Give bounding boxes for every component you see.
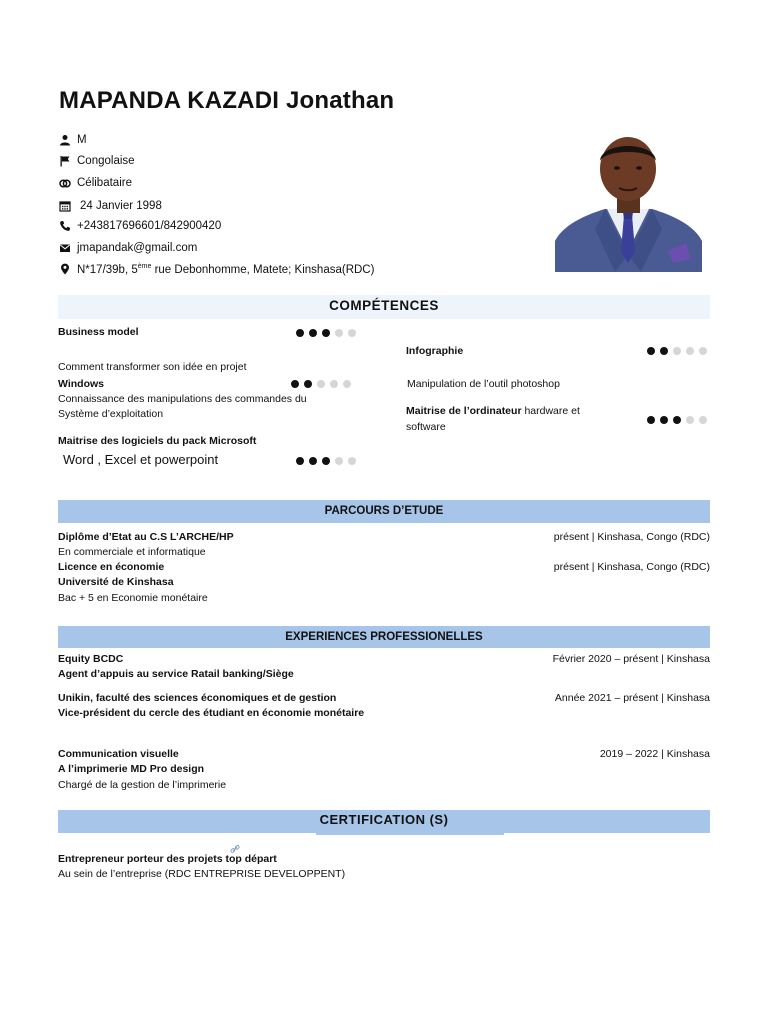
skill-business-level	[296, 329, 356, 337]
level-dot-empty	[343, 380, 351, 388]
skill-windows-desc-1: Connaissance des manipulations des commandes du	[58, 393, 307, 405]
exp-3-title: Communication visuelle	[58, 748, 179, 760]
exp-2-meta: Année 2021 – présent | Kinshasa	[554, 692, 710, 704]
level-dot-empty	[330, 380, 338, 388]
skill-infographie-title: Infographie	[406, 345, 464, 357]
skill-computer-level	[647, 416, 707, 424]
skill-infographie-level	[647, 347, 707, 355]
level-dot-empty	[335, 329, 343, 337]
level-dot-filled	[322, 457, 330, 465]
skill-windows-desc-2: Système d’exploitation	[58, 408, 164, 420]
status-value: Célibataire	[77, 177, 132, 189]
level-dot-empty	[699, 416, 707, 424]
competences-title: COMPÉTENCES	[58, 295, 710, 319]
skill-computer-title-2: software	[406, 421, 446, 433]
etude-2-title: Licence en économie	[58, 561, 165, 573]
level-dot-empty	[686, 347, 694, 355]
etude-1-meta: présent | Kinshasa, Congo (RDC)	[553, 531, 710, 543]
info-gender	[58, 131, 87, 149]
phone-icon	[58, 219, 72, 233]
exp-3-role: A l’imprimerie MD Pro design	[58, 763, 205, 775]
level-dot-filled	[322, 329, 330, 337]
exp-3-desc: Chargé de la gestion de l’imprimerie	[58, 779, 227, 791]
phone-value: +243817696601/842900420	[77, 220, 222, 232]
level-dot-empty	[335, 457, 343, 465]
cert-1-desc: Au sein de l’entreprise (RDC ENTREPRISE DEVELOPPENT)	[58, 868, 346, 880]
level-dot-empty	[686, 416, 694, 424]
address-value: N*17/39b, 5ème rue Debonhomme, Matete; Kinshasa(RDC)	[77, 262, 375, 276]
profile-photo	[555, 133, 702, 272]
mail-icon	[58, 241, 72, 255]
level-dot-empty	[673, 347, 681, 355]
location-pin-icon	[58, 262, 72, 276]
info-phone	[58, 217, 221, 235]
level-dot-filled	[660, 347, 668, 355]
person-icon	[58, 133, 72, 147]
exp-1-meta: Février 2020 – présent | Kinshasa	[552, 653, 710, 665]
candidate-name: MAPANDA KAZADI Jonathan	[59, 87, 395, 114]
level-dot-filled	[660, 416, 668, 424]
etude-2-meta: présent | Kinshasa, Congo (RDC)	[553, 561, 710, 573]
rings-icon	[58, 176, 72, 190]
skill-office-level	[296, 457, 356, 465]
exp-1-role: Agent d’appuis au service Ratail banking/Siège	[58, 668, 294, 680]
level-dot-filled	[647, 416, 655, 424]
level-dot-filled	[291, 380, 299, 388]
flag-icon	[58, 154, 72, 168]
skill-office-title: Maitrise des logiciels du pack Microsoft	[58, 435, 257, 447]
etude-2-school: Université de Kinshasa	[58, 576, 174, 588]
gender-value: M	[77, 134, 87, 146]
skill-windows-level	[291, 380, 351, 388]
info-address	[58, 260, 374, 278]
certification-title: CERTIFICATION (S)	[58, 810, 710, 833]
info-email	[58, 239, 197, 257]
level-dot-filled	[647, 347, 655, 355]
certification-underline	[316, 833, 504, 835]
level-dot-filled	[673, 416, 681, 424]
etude-title: PARCOURS D’ETUDE	[58, 500, 710, 523]
skill-computer-title: Maitrise de l’ordinateur hardware et	[406, 405, 580, 417]
info-birthdate	[58, 197, 162, 215]
skill-windows-title: Windows	[58, 378, 104, 390]
calendar-icon	[58, 199, 72, 213]
level-dot-filled	[309, 457, 317, 465]
level-dot-empty	[348, 329, 356, 337]
exp-1-title: Equity BCDC	[58, 653, 124, 665]
etude-2-desc: Bac + 5 en Economie monétaire	[58, 592, 208, 604]
link-icon	[230, 841, 240, 851]
exp-3-meta: 2019 – 2022 | Kinshasa	[599, 748, 710, 760]
skill-business-desc: Comment transformer son idée en projet	[58, 361, 247, 373]
skill-business-title: Business model	[58, 326, 139, 338]
info-nationality	[58, 152, 135, 170]
level-dot-filled	[296, 329, 304, 337]
exp-2-title: Unikin, faculté des sciences économiques et de gestion	[58, 692, 337, 704]
level-dot-empty	[699, 347, 707, 355]
info-status	[58, 174, 132, 192]
level-dot-filled	[304, 380, 312, 388]
birthdate-value: 24 Janvier 1998	[80, 200, 162, 212]
nationality-value: Congolaise	[77, 155, 135, 167]
level-dot-empty	[317, 380, 325, 388]
exp-2-role: Vice-président du cercle des étudiant en économie monétaire	[58, 707, 365, 719]
skill-infographie-desc: Manipulation de l’outil photoshop	[407, 378, 560, 390]
email-value: jmapandak@gmail.com	[77, 242, 198, 254]
etude-1-desc: En commerciale et informatique	[58, 546, 206, 558]
level-dot-empty	[348, 457, 356, 465]
etude-1-title: Diplôme d’Etat au C.S L’ARCHE/HP	[58, 531, 234, 543]
level-dot-filled	[296, 457, 304, 465]
skill-office-desc: Word , Excel et powerpoint	[63, 452, 219, 467]
level-dot-filled	[309, 329, 317, 337]
cert-1-title: Entrepreneur porteur des projets top départ	[58, 853, 277, 865]
experiences-title: EXPERIENCES PROFESSIONELLES	[58, 626, 710, 648]
